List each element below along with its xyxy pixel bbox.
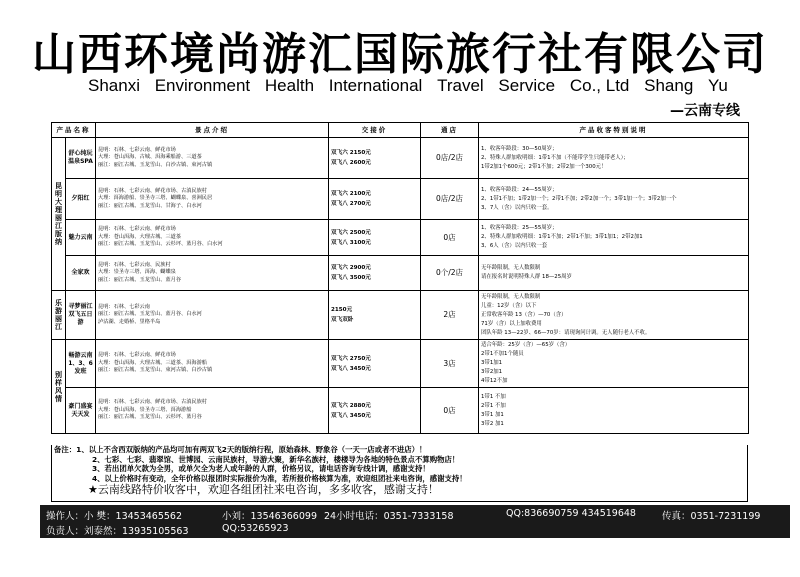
attraction-line: 泸沽湖、走婚桥、里格半岛 (98, 318, 161, 325)
notes-cell (479, 340, 749, 388)
attraction-line: 丽江：丽江古城、玉龙雪山、蓝月谷 (98, 276, 182, 283)
price-line: 双飞八 3500元 (331, 275, 371, 281)
price-line: 2150元 (331, 307, 353, 313)
english-word: Service (498, 76, 556, 95)
price-line: 双飞六 2750元 (331, 355, 371, 362)
price-cell (329, 256, 421, 291)
price-cell (329, 179, 421, 220)
contact-row (46, 508, 786, 521)
product-table (51, 122, 749, 434)
attractions-cell (96, 340, 329, 388)
table-header-row (52, 123, 749, 138)
notes-cell (479, 138, 749, 179)
notes-cell (479, 220, 749, 256)
price-line: 双飞八 3450元 (331, 365, 371, 372)
attraction-line: 大理：洱海游船、崇圣寺三塔、蝴蝶泉、喜洲民居 (98, 195, 213, 202)
english-word: Health (264, 76, 315, 95)
store-count: 3店 (421, 340, 479, 388)
note-line: 无年龄限制，无人数限制 (481, 265, 541, 271)
attractions-cell (96, 291, 329, 340)
store-count: 0店 (421, 388, 479, 434)
product-name: 畅游云南1、3、6发班 (66, 340, 96, 388)
price-line: 双飞六 2500元 (331, 229, 371, 236)
remark-closing: ★云南线路特价收客中，欢迎各组团社来电咨询，多多收客，感谢支持！ (88, 483, 439, 496)
notes-cell (479, 388, 749, 434)
attractions-cell (96, 256, 329, 291)
product-name: 魅力云南 (66, 220, 96, 256)
note-line: 1、收客年龄段：30—50周岁； (481, 145, 558, 152)
attraction-line: 昆明：石林、七彩云南、鲜花市场 (98, 352, 176, 359)
remark-line: 3、若出团单欠款为全男，或单欠全为老人或年龄的人群，价格另议，请电话咨询专线计调，感谢支持！ (92, 464, 430, 473)
price-line: 双飞八 3450元 (331, 412, 371, 419)
english-word: Shang (644, 76, 694, 95)
attraction-line: 昆明：石林、七彩云南、鲜花市场、古滇民族村 (98, 399, 207, 406)
table-row (52, 256, 749, 291)
product-name: 全家欢 (66, 256, 96, 291)
price-line: 双飞八 2600元 (331, 160, 371, 166)
note-line: 71岁（含）以上加收费用 (481, 320, 542, 327)
staff-phone: 小刘：13546366099 (222, 511, 317, 522)
store-count: 0店/2店 (421, 138, 479, 179)
notes-cell (479, 256, 749, 291)
column-header-price: 交接价 (329, 123, 421, 138)
store-count: 0店 (421, 220, 479, 256)
note-line: 3带1加1 (481, 360, 503, 366)
qq-numbers: QQ:836690759 434519648 (506, 508, 636, 519)
attractions-cell (96, 220, 329, 256)
price-line: 双飞双卧 (331, 317, 354, 323)
attraction-line: 昆明：石林、七彩云南、鲜花市场、古滇民族村 (98, 187, 207, 194)
english-word: Shanxi (88, 76, 140, 95)
notes-cell (479, 179, 749, 220)
company-title: 山西环境尚游汇国际旅行社有限公司 (32, 29, 768, 80)
english-word: Environment (154, 76, 251, 95)
attractions-cell (96, 179, 329, 220)
attraction-line: 丽江：丽江古城、玉龙雪山、白沙古镇、束河古镇 (98, 161, 213, 168)
english-word: Travel (437, 76, 484, 95)
column-header-attractions: 景点介绍 (96, 123, 329, 138)
remarks-section (51, 445, 748, 502)
attraction-line: 大理：苍山洱海、大理古城、三道茶、洱海游船 (98, 359, 207, 366)
hotline: 24小时电话：0351-7333158 (324, 511, 454, 522)
price-line: 双飞八 2700元 (331, 201, 371, 207)
attraction-line: 丽江：丽江古城、玉龙雪山、云杉坪、蓝月谷、白水河 (98, 241, 223, 248)
manager-qq: QQ:53265923 (222, 523, 289, 534)
note-line: 2、特殊人群加收明细：1带1不加（不能带学生只能带老人）； (481, 154, 629, 161)
note-line: 2带1不加1个随员 (481, 351, 524, 357)
table-row (52, 138, 749, 179)
note-line: 3、6人（含）以内只收一套 (481, 243, 548, 249)
note-line: 1带2加1个600元；2带1不加；2带2加一个300元！ (481, 163, 607, 170)
manager-contact: 负责人：刘泰然：13935105563 (46, 526, 189, 537)
attractions-cell (96, 138, 329, 179)
note-line: 1、收客年龄段：25—55周岁； (481, 225, 558, 231)
remark-line: 2、七彩、七彩、翡翠馆、世博园、云南民族村，导游大聚，新华名族村，楼楼导为各地的特色景点不算购物店！ (92, 454, 460, 464)
price-line: 双飞六 2880元 (331, 402, 371, 409)
note-line: 2、1带1不加；1带2加一个；2带1不加；2带2加一个；3带1加一个；3带2加一个 (481, 195, 677, 202)
price-cell (329, 340, 421, 388)
english-word: Co., Ltd (569, 76, 630, 95)
attraction-line: 丽江：丽江古城、玉龙雪山、云杉坪、蓝月谷 (98, 414, 202, 421)
price-cell (329, 388, 421, 434)
company-english-name (88, 76, 728, 96)
contact-row (46, 523, 786, 536)
attraction-line: 大理：苍山洱海、崇圣寺三塔、洱海游船 (98, 406, 192, 413)
attraction-line: 大理：苍山洱海、古城、洱海乘船游、三道茶 (98, 154, 202, 161)
product-name: 舒心纯玩温泉SPA (66, 138, 96, 179)
note-line: 请在报名时说明特殊人群 18—25周岁 (481, 274, 572, 280)
english-word: International (328, 76, 423, 95)
note-line: 无年龄限制，无人数限制 (481, 293, 541, 300)
region-cell: 昆明大理丽江版纳 (52, 138, 66, 291)
note-line: 2带1 不加 (481, 402, 506, 409)
price-cell (329, 291, 421, 340)
table-row (52, 388, 749, 434)
fax-number: 传真：0351-7231199 (662, 511, 761, 522)
note-line: 3带2加1 (481, 369, 503, 375)
table-row (52, 340, 749, 388)
note-line: 3带1 加1 (481, 411, 504, 418)
product-name: 寻梦丽江双飞五日游 (66, 291, 96, 340)
note-line: 适合年龄：25岁（含）—65岁（含） (481, 342, 571, 348)
english-word: Yu (708, 76, 728, 95)
product-name: 夕阳红 (66, 179, 96, 220)
store-count: 0个/2店 (421, 256, 479, 291)
note-line: 儿童：12岁（含）以下 (481, 302, 537, 309)
note-line: 团队年龄 13—22岁、66—70岁：请现询问计调。无人随行老人不收。 (481, 329, 651, 336)
remark-line: 备注：1、以上不含西双版纳的产品均可加有两双飞2天的版纳行程，原始森林、野象谷（一天一店或者不进店）！ (54, 445, 427, 454)
attraction-line: 昆明：石林、七彩云南 (98, 303, 150, 310)
notes-cell (479, 291, 749, 340)
product-name: 豪门盛宴天天发 (66, 388, 96, 434)
attraction-line: 丽江：丽江古城、玉龙雪山、甘海子、白水河 (98, 202, 202, 209)
attraction-line: 昆明：石林、七彩云南、鲜花市场 (98, 146, 176, 153)
table-row (52, 220, 749, 256)
table-row (52, 179, 749, 220)
attraction-line: 昆明：石林、七彩云南、民族村 (98, 261, 171, 268)
price-cell (329, 220, 421, 256)
remark-line: 4、以上价格时有变动，全年价格以报团时实际报价为准，若所报价格核算为准，欢迎组团社来电咨询，感谢支持！ (92, 473, 467, 483)
region-cell: 乐游丽江 (52, 291, 66, 340)
attraction-line: 大理：崇圣寺三塔、洱海、蝴蝶泉 (98, 269, 176, 276)
attraction-line: 昆明：石林、七彩云南、鲜花市场 (98, 226, 176, 233)
price-line: 双飞六 2100元 (331, 191, 371, 197)
price-line: 双飞六 2150元 (331, 150, 371, 156)
price-line: 双飞六 2900元 (331, 265, 371, 271)
note-line: 正常收客年龄 13（含）—70（含） (481, 311, 567, 318)
note-line: 2、特殊人群加收明细：1带1不加；2带1不加；3带1加1；2带2加1 (481, 234, 643, 240)
attraction-line: 丽江：丽江古城、玉龙雪山、束河古镇、白沙古镇 (98, 367, 213, 374)
price-cell (329, 138, 421, 179)
operator-contact: 操作人：小 樊：13453465562 (46, 511, 183, 522)
note-line: 4带12不加 (481, 378, 508, 384)
table-row (52, 291, 749, 340)
attraction-line: 丽江：丽江古城、玉龙雪山、蓝月谷、白水河 (98, 311, 202, 318)
attractions-cell (96, 388, 329, 434)
price-line: 双飞八 3100元 (331, 239, 371, 246)
attraction-line: 大理：苍山洱海、大理古城、三道茶 (98, 233, 182, 240)
note-line: 1带1 不加 (481, 393, 506, 400)
note-line: 3、7人（含）以内只收一套。 (481, 204, 553, 211)
contact-bar (40, 505, 790, 538)
store-count: 0店/2店 (421, 179, 479, 220)
column-header-notes: 产品收客特别说明 (479, 123, 749, 138)
route-label: —云南专线 (670, 103, 740, 119)
region-cell: 别样风情 (52, 340, 66, 434)
note-line: 3带2 加1 (481, 420, 504, 427)
note-line: 1、收客年龄段：24—55周岁； (481, 186, 558, 193)
column-header-store: 通店 (421, 123, 479, 138)
store-count: 2店 (421, 291, 479, 340)
column-header-product: 产品名称 (52, 123, 96, 138)
